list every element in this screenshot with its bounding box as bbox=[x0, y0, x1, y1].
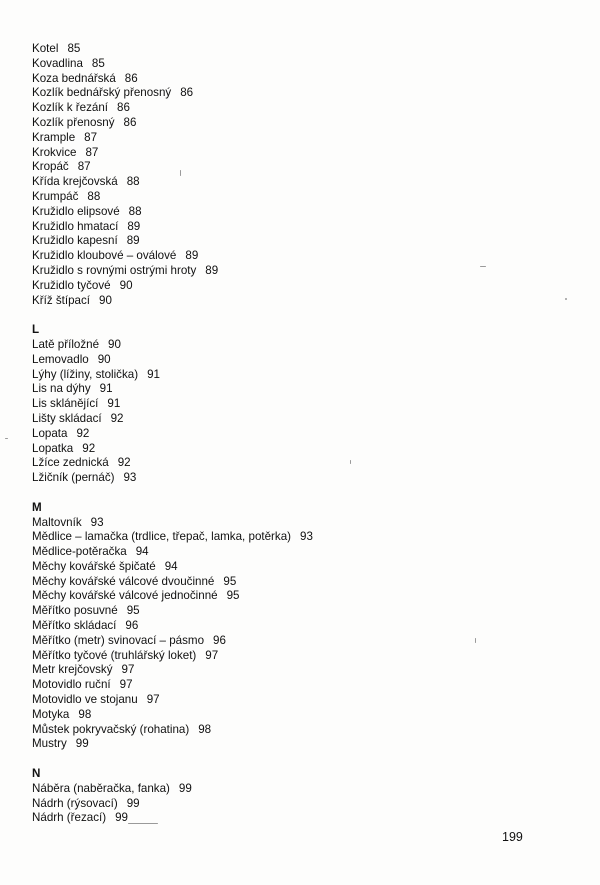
index-page-ref: 91 bbox=[147, 367, 160, 381]
index-entry bbox=[32, 530, 552, 545]
index-entry bbox=[32, 619, 552, 634]
index-term: Kružidlo kloubové – oválové bbox=[32, 249, 177, 263]
index-term: Kovadlina bbox=[32, 56, 83, 70]
index-entry bbox=[32, 811, 552, 826]
index-term: Měřítko skládací bbox=[32, 619, 117, 633]
index-entry bbox=[32, 708, 552, 723]
index-entry bbox=[32, 589, 552, 604]
index-entry bbox=[32, 116, 552, 131]
index-entry bbox=[32, 442, 552, 457]
index-page-ref: 89 bbox=[126, 234, 140, 248]
index-page-ref: 95 bbox=[223, 574, 237, 588]
index-entry bbox=[32, 678, 552, 693]
index-page-ref: 98 bbox=[198, 722, 212, 736]
index-entry bbox=[32, 160, 552, 175]
index-entry bbox=[32, 368, 552, 383]
index-page-ref: 86 bbox=[123, 115, 137, 129]
index-page-ref: 92 bbox=[82, 441, 96, 455]
index-term: Krokvice bbox=[32, 145, 77, 159]
index-term: Křída krejčovská bbox=[32, 175, 118, 189]
index-page-ref: 90 bbox=[108, 337, 121, 351]
index-page-ref: 90 bbox=[119, 278, 133, 292]
index-entry bbox=[32, 264, 552, 279]
index-entry bbox=[32, 471, 552, 486]
index-term: Krample bbox=[32, 130, 76, 144]
index-term: Nádrh (rýsovací) bbox=[32, 796, 118, 810]
index-page-ref: 98 bbox=[78, 707, 92, 721]
scan-speck bbox=[475, 638, 476, 643]
index-term: Lopatka bbox=[32, 441, 74, 455]
index-page-ref: 88 bbox=[128, 204, 142, 218]
index-page-ref: 99 bbox=[126, 796, 140, 810]
index-term: Kružidlo hmatací bbox=[32, 219, 119, 233]
index-page-ref: 97 bbox=[119, 678, 133, 692]
index-term: Kříž štípací bbox=[32, 293, 90, 307]
index-term: Lopata bbox=[32, 426, 68, 440]
index-page-ref: 97 bbox=[121, 663, 135, 677]
index-page-ref: 99 bbox=[115, 811, 128, 825]
index-term: Lžičník (pernáč) bbox=[32, 471, 115, 485]
index-term: Mustry bbox=[32, 737, 67, 751]
index-page-ref: 99 bbox=[178, 781, 192, 795]
index-entry bbox=[32, 382, 552, 397]
index-entry bbox=[32, 72, 552, 87]
index-entry bbox=[32, 131, 552, 146]
scan-speck bbox=[5, 438, 8, 439]
index-term: Můstek pokryvačský (rohatina) bbox=[32, 722, 190, 736]
index-term: Motovidlo ve stojanu bbox=[32, 693, 138, 707]
index-page-ref: 96 bbox=[125, 619, 139, 633]
index-page-ref: 97 bbox=[146, 693, 160, 707]
index-term: Měchy kovářské válcové jednočinné bbox=[32, 589, 218, 603]
index-page-ref: 92 bbox=[110, 411, 124, 425]
index-page-ref: 91 bbox=[107, 397, 121, 411]
index-entry bbox=[32, 649, 552, 664]
index-entry bbox=[32, 249, 552, 264]
section-letter: N bbox=[32, 767, 41, 781]
index-term: Motovidlo ruční bbox=[32, 678, 111, 692]
index-term: Měřítko tyčové (truhlářský loket) bbox=[32, 648, 197, 662]
index-term: Kotel bbox=[32, 42, 59, 55]
index-term: Maltovník bbox=[32, 515, 82, 529]
index-page-ref: 88 bbox=[126, 175, 140, 189]
index-page-ref: 89 bbox=[127, 219, 141, 233]
index-term: Kozlík bednářský přenosný bbox=[32, 86, 172, 100]
index-list bbox=[32, 42, 552, 826]
index-term: Lýhy (lížiny, stolička) bbox=[32, 367, 139, 381]
index-entry bbox=[32, 205, 552, 220]
page-number: 199 bbox=[502, 830, 523, 844]
index-term: Lis na dýhy bbox=[32, 382, 91, 396]
index-entry bbox=[32, 782, 552, 797]
index-page-ref: 87 bbox=[84, 130, 98, 144]
index-page-ref: 92 bbox=[117, 456, 131, 470]
index-term: Lišty skládací bbox=[32, 411, 102, 425]
index-entry bbox=[32, 397, 552, 412]
index-term: Krumpáč bbox=[32, 189, 79, 203]
index-entry bbox=[32, 234, 552, 249]
index-term: Měchy kovářské válcové dvoučinné bbox=[32, 574, 215, 588]
index-page-ref: 87 bbox=[77, 160, 91, 174]
index-entry bbox=[32, 86, 552, 101]
index-page-ref: 95 bbox=[126, 604, 140, 618]
index-page-ref: 85 bbox=[91, 56, 105, 70]
section-letter: M bbox=[32, 500, 42, 514]
scan-speck bbox=[350, 460, 351, 464]
index-term: Metr krejčovský bbox=[32, 663, 113, 677]
index-term: Koza bednářská bbox=[32, 71, 116, 85]
index-page-ref: 94 bbox=[164, 559, 178, 573]
index-term: Kropáč bbox=[32, 160, 69, 174]
index-term: Mědlice – lamačka (trdlice, třepač, lamka, potěrka) bbox=[32, 530, 292, 544]
index-entry bbox=[32, 279, 552, 294]
index-page-ref: 90 bbox=[99, 293, 112, 307]
index-entry bbox=[32, 220, 552, 235]
index-page-ref: 97 bbox=[205, 648, 219, 662]
index-term: Nádrh (řezací) bbox=[32, 811, 107, 825]
index-entry bbox=[32, 146, 552, 161]
index-entry bbox=[32, 101, 552, 116]
index-entry bbox=[32, 575, 552, 590]
index-page-ref: 86 bbox=[117, 101, 130, 115]
index-term: Kružidlo s rovnými ostrými hroty bbox=[32, 263, 197, 277]
index-entry bbox=[32, 516, 552, 531]
section-letter: L bbox=[32, 323, 40, 337]
scan-speck bbox=[480, 266, 486, 267]
index-entry bbox=[32, 175, 552, 190]
index-page-ref: 95 bbox=[226, 589, 240, 603]
index-page-ref: 92 bbox=[76, 426, 90, 440]
index-term: Motyka bbox=[32, 707, 70, 721]
index-entry bbox=[32, 693, 552, 708]
index-term: Náběra (naběračka, fanka) bbox=[32, 781, 170, 795]
index-page-ref: 86 bbox=[180, 86, 194, 100]
index-entry bbox=[32, 427, 552, 442]
index-page-ref: 93 bbox=[90, 515, 104, 529]
index-entry bbox=[32, 42, 552, 57]
index-page-ref: 88 bbox=[87, 189, 101, 203]
index-page-ref: 86 bbox=[124, 71, 138, 85]
scan-speck bbox=[565, 298, 567, 300]
index-term: Kružidlo kapesní bbox=[32, 234, 118, 248]
index-term: Mědlice-potěračka bbox=[32, 545, 127, 559]
index-entry bbox=[32, 560, 552, 575]
index-page-ref: 99 bbox=[75, 737, 89, 751]
index-page-ref: 89 bbox=[185, 249, 199, 263]
index-term: Kružidlo tyčové bbox=[32, 278, 111, 292]
index-entry bbox=[32, 190, 552, 205]
index-term: Měřítko posuvné bbox=[32, 604, 118, 618]
index-entry bbox=[32, 353, 552, 368]
index-entry bbox=[32, 737, 552, 752]
index-page-ref: 93 bbox=[300, 530, 313, 544]
index-entry bbox=[32, 294, 552, 309]
index-term: Latě příložné bbox=[32, 337, 100, 351]
index-term: Kružidlo elipsové bbox=[32, 204, 120, 218]
index-entry bbox=[32, 57, 552, 72]
index-page-ref: 85 bbox=[67, 42, 81, 55]
scan-speck bbox=[180, 170, 181, 176]
index-term: Lis sklánějící bbox=[32, 397, 99, 411]
index-entry bbox=[32, 723, 552, 738]
index-page-ref: 89 bbox=[205, 263, 219, 277]
index-term: Kozlík k řezání bbox=[32, 101, 109, 115]
index-term: Měřítko (metr) svinovací – pásmo bbox=[32, 633, 205, 647]
index-entry bbox=[32, 797, 552, 812]
index-term: Měchy kovářské špičaté bbox=[32, 559, 156, 573]
index-entry bbox=[32, 456, 552, 471]
index-page-ref: 87 bbox=[85, 145, 99, 159]
index-entry bbox=[32, 604, 552, 619]
index-entry bbox=[32, 412, 552, 427]
index-term: Lemovadlo bbox=[32, 352, 89, 366]
index-page-ref: 94 bbox=[135, 545, 149, 559]
index-page-ref: 96 bbox=[213, 633, 226, 647]
index-term: Kozlík přenosný bbox=[32, 115, 115, 129]
index-term: Lžíce zednická bbox=[32, 456, 109, 470]
index-page-ref: 91 bbox=[99, 382, 113, 396]
index-page-ref: 93 bbox=[123, 471, 137, 485]
index-page-ref: 90 bbox=[97, 352, 111, 366]
scan-speck bbox=[128, 823, 158, 824]
index-entry bbox=[32, 338, 552, 353]
index-entry bbox=[32, 545, 552, 560]
index-entry bbox=[32, 663, 552, 678]
index-entry bbox=[32, 634, 552, 649]
